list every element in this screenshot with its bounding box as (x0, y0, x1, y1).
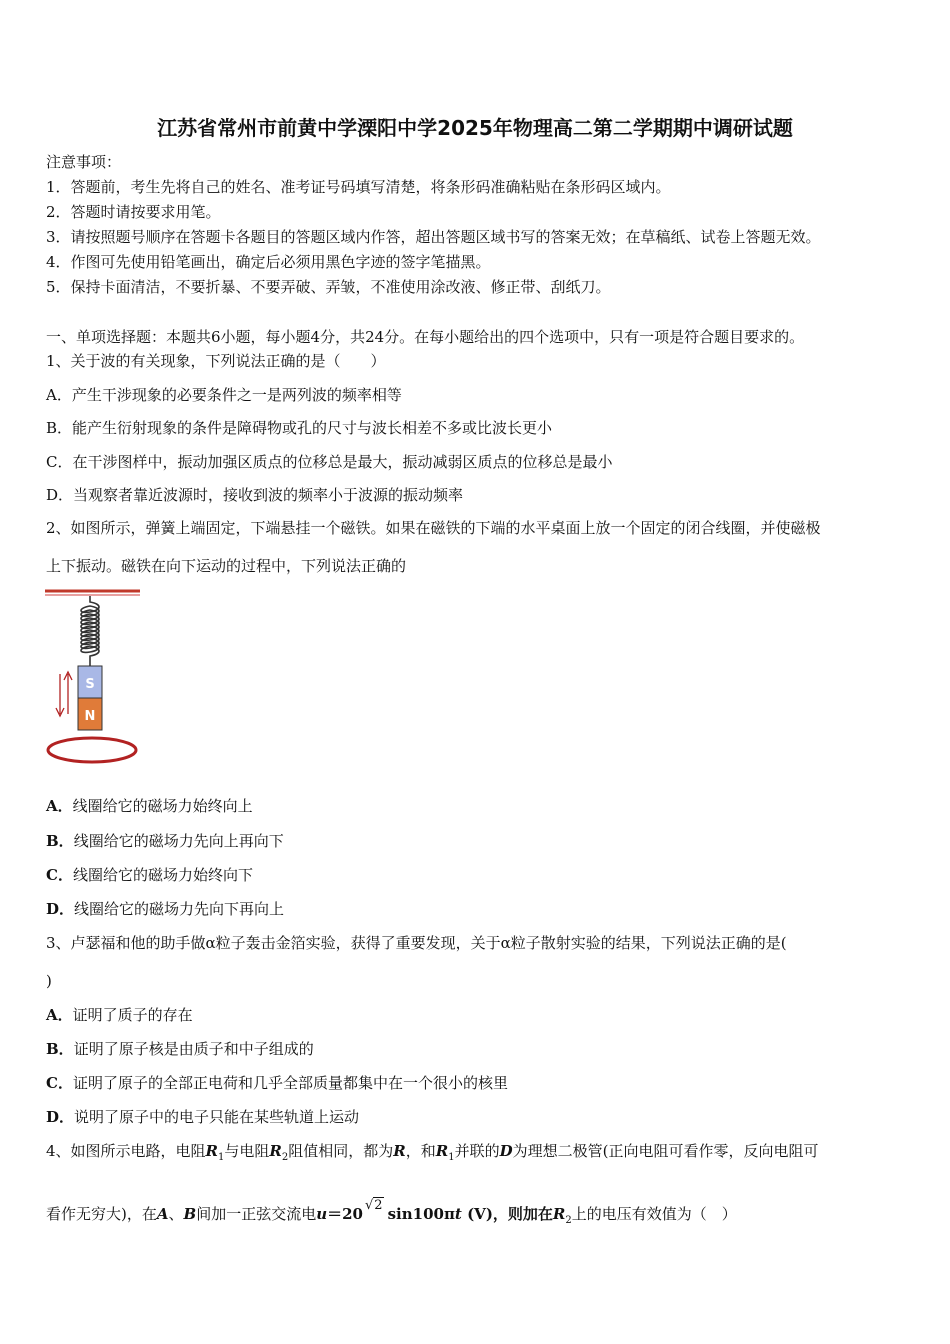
text: 、 (168, 1205, 184, 1223)
notice-item: 5．保持卡面清洁，不要折暴、不要弄破、弄皱，不准使用涂改液、修正带、刮纸刀。 (46, 278, 611, 296)
q3-option-c (46, 1073, 508, 1093)
option-text: 说明了原子中的电子只能在某些轨道上运动 (74, 1108, 360, 1126)
text: 看作无穷大)，在 (46, 1205, 157, 1223)
text: 并联的 (454, 1142, 500, 1160)
var-r1: R (205, 1142, 219, 1160)
var-r1: R (435, 1142, 449, 1160)
text: 间加一正弦交流电 (196, 1205, 317, 1223)
spring (81, 596, 99, 666)
q1-stem: 1、关于波的有关现象，下列说法正确的是（ ） (46, 352, 386, 370)
sqrt-symbol: √2 (365, 1198, 383, 1213)
text: 上的电压有效值为（ ） (571, 1205, 737, 1223)
q2-option-d (46, 899, 284, 919)
q4-stem-line1 (46, 1141, 818, 1168)
q3-stem-line1: 3、卢瑟福和他的助手做α粒子轰击金箔实验，获得了重要发现，关于α粒子散射实验的结果，下列说法正确的是( (46, 934, 787, 952)
q2-option-b (46, 831, 284, 851)
sqrt-radicand: 2 (374, 1198, 383, 1213)
option-label: A． (46, 1006, 73, 1024)
notice-item: 2．答题时请按要求用笔。 (46, 203, 221, 221)
var-r2: R (269, 1142, 282, 1160)
q2-option-c (46, 865, 253, 885)
page-title: 江苏省常州市前黄中学溧阳中学2025年物理高二第二学期期中调研试题 (157, 116, 793, 140)
notice-item: 1．答题前，考生先将自己的姓名、准考证号码填写清楚，将条形码准确粘贴在条形码区域内。 (46, 178, 671, 196)
option-text: 线圈给它的磁场力始终向下 (72, 866, 253, 884)
sub: 1 (448, 1152, 455, 1163)
var-a: A (156, 1205, 169, 1223)
option-label: D． (46, 900, 75, 918)
text: 为理想二极管(正向电阻可看作零，反向电阻可 (512, 1142, 819, 1160)
q3-option-b (46, 1039, 314, 1059)
var-t: t (454, 1205, 462, 1223)
var-u: u (316, 1205, 328, 1223)
notice-item: 4．作图可先使用铅笔画出，确定后必须用黑色字迹的签字笔描黑。 (46, 253, 491, 271)
option-label: C． (46, 1074, 73, 1092)
q1-option-b: B．能产生衍射现象的条件是障碍物或孔的尺寸与波长相差不多或比波长更小 (46, 419, 553, 437)
section-heading: 一、单项选择题：本题共6小题，每小题4分，共24分。在每小题给出的四个选项中，只有一项是符合题目要求的。 (46, 328, 805, 346)
q3-option-a (46, 1005, 193, 1025)
text: 与电阻 (224, 1142, 270, 1160)
q4-stem-line2 (46, 1198, 737, 1231)
option-label: D． (46, 1108, 75, 1126)
q3-stem-line2: ) (46, 972, 52, 990)
q1-option-d: D．当观察者靠近波源时，接收到波的频率小于波源的振动频率 (46, 486, 464, 504)
text: 阻值相同，都为 (288, 1142, 394, 1160)
option-label: A． (46, 797, 73, 815)
var-r: R (393, 1142, 406, 1160)
q3-option-d (46, 1107, 359, 1127)
var-b: B (183, 1205, 197, 1223)
sub: 1 (218, 1152, 225, 1163)
option-text: 线圈给它的磁场力先向下再向上 (74, 900, 285, 918)
option-text: 证明了质子的存在 (72, 1006, 193, 1024)
option-text: 线圈给它的磁场力先向上再向下 (73, 832, 284, 850)
notice-item: 3．请按照题号顺序在答题卡各题目的答题区域内作答，超出答题区域书写的答案无效；在草稿纸、试卷上答题无效。 (46, 228, 821, 246)
option-label: C． (46, 866, 73, 884)
option-text: 证明了原子核是由质子和中子组成的 (73, 1040, 314, 1058)
q1-option-c: C．在干涉图样中，振动加强区质点的位移总是最大，振动减弱区质点的位移总是最小 (46, 453, 613, 471)
text: ，和 (405, 1142, 436, 1160)
option-label: B． (46, 832, 74, 850)
sub: 2 (565, 1215, 572, 1226)
notice-heading: 注意事项： (46, 153, 122, 171)
sub: 2 (281, 1152, 289, 1163)
q1-option-a: A．产生干涉现象的必要条件之一是两列波的频率相等 (46, 386, 402, 404)
q2-stem-line1: 2、如图所示，弹簧上端固定，下端悬挂一个磁铁。如果在磁铁的下端的水平桌面上放一个固定的闭合线圈，并使磁极 (46, 519, 821, 537)
text: 4、如图所示电路，电阻 (46, 1142, 206, 1160)
spring-magnet-figure (40, 582, 150, 772)
q2-stem-line2: 上下振动。磁铁在向下运动的过程中，下列说法正确的 (46, 557, 407, 575)
var-d: D (499, 1142, 513, 1160)
option-text: 线圈给它的磁场力始终向上 (72, 797, 253, 815)
text: ＝20 (327, 1205, 363, 1223)
option-label: B． (46, 1040, 74, 1058)
var-r2: R (552, 1205, 566, 1223)
text: (V)，则加在 (461, 1205, 553, 1223)
q2-option-a (46, 796, 253, 816)
magnet-n-label: N (84, 709, 96, 724)
text: sin100π (387, 1205, 455, 1223)
coil-loop (48, 738, 136, 762)
magnet-s-label: S (85, 677, 95, 692)
option-text: 证明了原子的全部正电荷和几乎全部质量都集中在一个很小的核里 (72, 1074, 508, 1092)
